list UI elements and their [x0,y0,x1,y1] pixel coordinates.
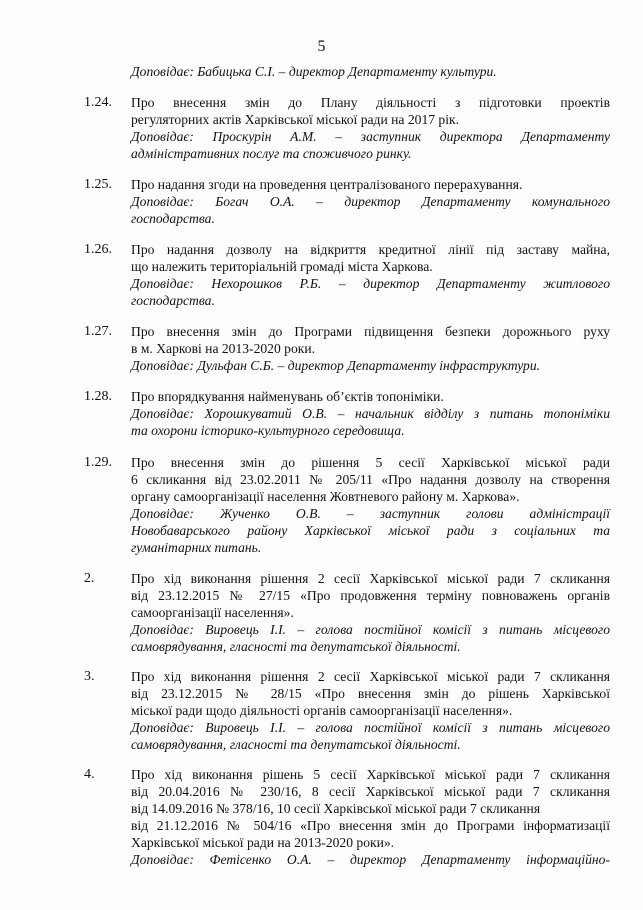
item-number: 2. [84,571,95,586]
item-number: 1.28. [84,389,112,404]
reporter-line: та охорони історико-культурного середовища. [131,423,405,438]
agenda-text-line: самоорганізації населення». [131,605,294,620]
reporter-line: Доповідає: Нехорошков Р.Б. – директор Департаменту житлового [131,276,610,291]
reporter-line: Доповідає: Проскурін А.М. – заступник директора Департаменту [131,129,610,144]
page-number: 5 [317,38,326,55]
reporter-line: Доповідає: Вировець І.І. – голова постійної комісії з питань місцевого [131,622,610,637]
agenda-text-line: Про внесення змін до Плану діяльності з підготовки проектів [131,95,610,110]
agenda-text-line: від 21.12.2016 № 504/16 «Про внесення змін до Програми інформатизації [131,818,610,833]
item-number: 1.27. [84,324,112,339]
reporter-line: Доповідає: Дульфан С.Б. – директор Департаменту інфраструктури. [131,358,541,373]
item-number: 1.29. [84,455,112,470]
agenda-text-line: Про надання згоди на проведення централізованого перерахування. [131,177,523,192]
reporter-line: Доповідає: Вировець І.І. – голова постійної комісії з питань місцевого [131,720,610,735]
item-number: 1.26. [84,242,112,257]
agenda-text-line: Про хід виконання рішення 2 сесії Харківської міської ради 7 скликання [131,571,610,586]
agenda-text-line: в м. Харкові на 2013-2020 роки. [131,341,316,356]
reporter-line: самоврядування, гласності та депутатської діяльності. [131,639,461,654]
reporter-line: гуманітарних питань. [131,540,262,555]
agenda-text-line: Про хід виконання рішення 2 сесії Харківської міської ради 7 скликання [131,669,610,684]
agenda-text-line: міської ради щодо діяльності органів самоорганізації населення». [131,703,513,718]
item-number: 1.25. [84,177,112,192]
reporter-line: Новобаварського району Харківської міської ради з соціальних та [131,523,610,538]
agenda-text-line: Про внесення змін до Програми підвищення безпеки дорожнього руху [131,324,610,339]
reporter-line: господарства. [131,293,215,308]
agenda-text-line: від 23.12.2015 № 27/15 «Про продовження терміну повноважень органів [131,588,610,603]
agenda-text-line: Про впорядкування найменувань об’єктів топоніміки. [131,389,444,404]
reporter-line: Доповідає: Бабицька С.І. – директор Департаменту культури. [131,64,497,79]
reporter-line: Доповідає: Богач О.А. – директор Департаменту комунального [131,194,610,209]
reporter-line: самоврядування, гласності та депутатської діяльності. [131,737,461,752]
reporter-line: адміністративних послуг та споживчого ринку. [131,146,412,161]
agenda-text-line: від 23.12.2015 № 28/15 «Про внесення змін до рішень Харківської [131,686,610,701]
agenda-text-line: Харківської міської ради на 2013-2020 роки». [131,835,395,850]
agenda-text-line: від 14.09.2016 № 378/16, 10 сесії Харківської міської ради 7 скликання [131,801,541,816]
agenda-text-line: органу самоорганізації населення Жовтневого району м. Харкова». [131,489,520,504]
agenda-text-line: що належить територіальній громаді міста Харкова. [131,259,433,274]
item-number: 1.24. [84,95,112,110]
agenda-text-line: від 20.04.2016 № 230/16, 8 сесії Харківської міської ради 7 скликання [131,784,610,799]
reporter-line: Доповідає: Хорошкуватий О.В. – начальник відділу з питань топоніміки [131,406,610,421]
agenda-text-line: Про внесення змін до рішення 5 сесії Харківської міської ради [131,455,610,470]
reporter-line: господарства. [131,211,215,226]
agenda-text-line: регуляторних актів Харківської міської ради на 2017 рік. [131,112,460,127]
item-number: 3. [84,669,95,684]
reporter-line: Доповідає: Жученко О.В. – заступник голови адміністрації [131,506,610,521]
agenda-text-line: 6 скликання від 23.02.2011 № 205/11 «Про надання дозволу на створення [131,472,610,487]
item-number: 4. [84,767,95,782]
reporter-line: Доповідає: Фетісенко О.А. – директор Департаменту інформаційно- [131,852,610,867]
agenda-text-line: Про хід виконання рішень 5 сесії Харківської міської ради 7 скликання [131,767,610,782]
agenda-text-line: Про надання дозволу на відкриття кредитної лінії під заставу майна, [131,242,610,257]
